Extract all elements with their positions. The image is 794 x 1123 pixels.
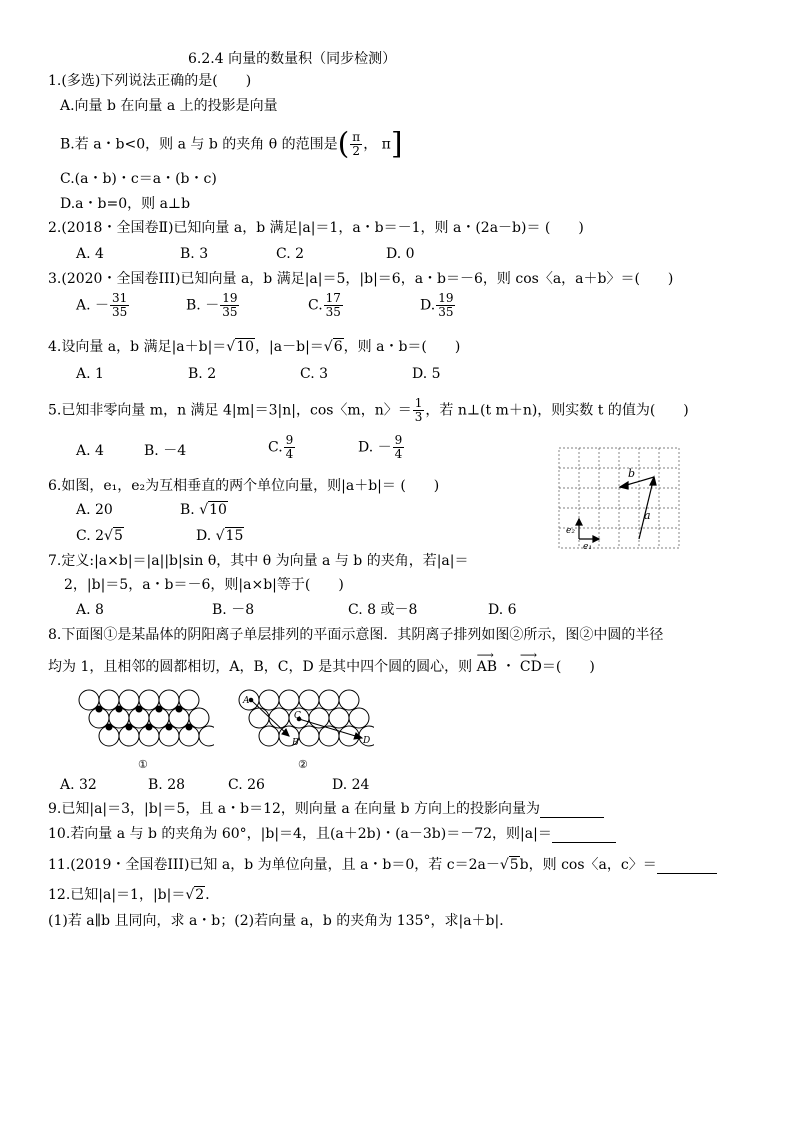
point-b-label: B (292, 738, 299, 748)
q2-option-d: D. 0 (386, 246, 415, 262)
q8-option-b: B. 28 (148, 777, 186, 793)
cation-dot (146, 724, 153, 731)
label-e2: e₂ (566, 526, 575, 536)
q7-option-c: C. 8 或－8 (348, 602, 418, 618)
ion-circle (329, 708, 349, 728)
point-d-label: D (363, 736, 371, 746)
q3-option-a: A. － $\frac{31}{35}$ (76, 291, 128, 319)
ion-circle (179, 690, 199, 710)
label-e1: e₁ (583, 542, 592, 551)
ion-circle (319, 690, 339, 710)
ion-circle (319, 726, 339, 746)
q8-option-d: D. 24 (332, 777, 370, 793)
q8-option-a: A. 32 (60, 777, 97, 793)
q1-option-d: D.a・b=0，则 a⊥b (60, 196, 191, 212)
vector-b-arrowhead (620, 482, 628, 489)
q1-option-c: C.(a・b)・c＝a・(b・c) (60, 171, 217, 187)
ion-circle (249, 708, 269, 728)
cation-dot (126, 724, 133, 731)
q2-option-a: A. 4 (76, 246, 104, 262)
q4-option-c: C. 3 (300, 366, 329, 382)
point-c-label: C (294, 711, 301, 721)
cation-dot (96, 706, 103, 713)
q5-option-c: C. $\frac{9}{4}$ (268, 433, 294, 461)
q9: 9.已知|a|＝3，|b|＝5，且 a・b＝12，则向量 a 在向量 b 方向上的投影向量为 (48, 800, 604, 818)
cation-dot (136, 706, 143, 713)
q3-stem: 3.(2020・全国卷III)已知向量 a，b 满足|a|＝5，|b|＝6，a・b＝－6，则 cos〈a，a＋b〉＝( ) (48, 271, 674, 287)
fig2-label: ② (298, 758, 308, 771)
ion-circle (99, 690, 119, 710)
q12-sub: (1)若 a∥b 且同向，求 a・b；(2)若向量 a，b 的夹角为 135°，求|a＋b|． (48, 913, 514, 929)
q1-stem: 1.(多选)下列说法正确的是( ) (48, 73, 252, 89)
cation-dot (116, 706, 123, 713)
q4-option-d: D. 5 (412, 366, 441, 382)
ion-circle (159, 690, 179, 710)
ion-circle (349, 708, 369, 728)
q7-option-b: B. －8 (212, 602, 255, 618)
fig1-label: ① (138, 758, 148, 771)
label-a: a (644, 509, 651, 522)
q1-option-b: B.若 a・b<0，则 a 与 b 的夹角 θ 的范围是( $\frac{\pi}{2}$ ， π] (60, 126, 403, 162)
page-title: 6.2.4 向量的数量积（同步检测） (188, 51, 397, 67)
ion-circle (339, 690, 359, 710)
q5-option-a: A. 4 (76, 443, 104, 459)
q4-option-b: B. 2 (188, 366, 217, 382)
q5-option-d: D. － $\frac{9}{4}$ (358, 433, 403, 461)
cation-dot (176, 706, 183, 713)
q7-option-d: D. 6 (488, 602, 517, 618)
ion-circle (259, 726, 279, 746)
crystal-figure-2 (238, 688, 374, 756)
q8-line2: 均为 1，且相邻的圆都相切，A，B，C，D 是其中四个圆的圆心，则 ⟶ AB ・ ⟶ CD＝( ) (48, 658, 595, 676)
point-a-label: A (243, 696, 250, 706)
q2-option-c: C. 2 (276, 246, 305, 262)
ion-circle (199, 726, 214, 746)
q7-line2: 2，|b|＝5，a・b＝－6，则|a×b|等于( ) (64, 577, 344, 593)
q6-grid-figure (558, 447, 682, 551)
q12-stem: 12.已知|a|＝1，|b|＝√2． (48, 887, 220, 903)
q6-stem: 6.如图，e₁，e₂为互相垂直的两个单位向量，则|a＋b|＝ ( ) (48, 478, 440, 494)
q3-option-c: C. $\frac{17}{35}$ (308, 291, 341, 319)
ion-circle (139, 690, 159, 710)
q6-option-a: A. 20 (76, 502, 113, 518)
q11-answer-blank[interactable] (657, 859, 717, 874)
q3-option-b: B. － $\frac{19}{35}$ (186, 291, 238, 319)
cation-dot (156, 706, 163, 713)
ion-circle (299, 690, 319, 710)
q6-option-b: B. √10 (180, 502, 227, 518)
q7-option-a: A. 8 (76, 602, 104, 618)
q4-stem: 4.设向量 a，b 满足|a＋b|＝√10，|a－b|＝√6，则 a・b＝( ) (48, 339, 461, 355)
q9-answer-blank[interactable] (540, 803, 604, 818)
cation-dot (106, 724, 113, 731)
q8-line1: 8.下面图①是某晶体的阴阳离子单层排列的平面示意图．其阴离子排列如图②所示，图②中圆的半径 (48, 627, 664, 643)
ion-circle (79, 690, 99, 710)
ion-circle (119, 690, 139, 710)
ion-circle (279, 690, 299, 710)
cation-dot (186, 724, 193, 731)
label-b: b (628, 467, 636, 480)
ion-circle (299, 726, 319, 746)
q8-option-c: C. 26 (228, 777, 265, 793)
q1-option-a: A.向量 b 在向量 a 上的投影是向量 (60, 98, 278, 114)
q10: 10.若向量 a 与 b 的夹角为 60°，|b|＝4，且(a＋2b)・(a－3b)＝－72，则|a|＝ (48, 825, 616, 843)
q6-option-c: C. 2√5 (76, 528, 123, 544)
q11: 11.(2019・全国卷III)已知 a，b 为单位向量，且 a・b＝0，若 c＝2a－√5b，则 cos〈a，c〉＝ (48, 856, 717, 874)
q10-answer-blank[interactable] (552, 828, 616, 843)
q2-stem: 2.(2018・全国卷Ⅱ)已知向量 a，b 满足|a|＝1，a・b＝－1，则 a・(2a－b)＝ ( ) (48, 220, 584, 236)
q3-option-d: D. $\frac{19}{35}$ (420, 291, 454, 319)
ion-circle (189, 708, 209, 728)
cation-dot (166, 724, 173, 731)
ion-circle (269, 708, 289, 728)
q6-option-d: D. √15 (196, 528, 244, 544)
q5-option-b: B. －4 (144, 443, 187, 459)
q5-stem: 5.已知非零向量 m，n 满足 4|m|＝3|n|，cos〈m，n〉＝ $\frac{1}{3}$ ，若 n⊥(t m＋n)，则实数 t 的值为( ) (48, 396, 689, 424)
q4-option-a: A. 1 (76, 366, 104, 382)
crystal-figure-1 (78, 688, 214, 756)
q2-option-b: B. 3 (180, 246, 209, 262)
q7-line1: 7.定义:|a×b|＝|a||b|sin θ，其中 θ 为向量 a 与 b 的夹角，若|a|＝ (48, 553, 469, 569)
ion-circle (259, 690, 279, 710)
